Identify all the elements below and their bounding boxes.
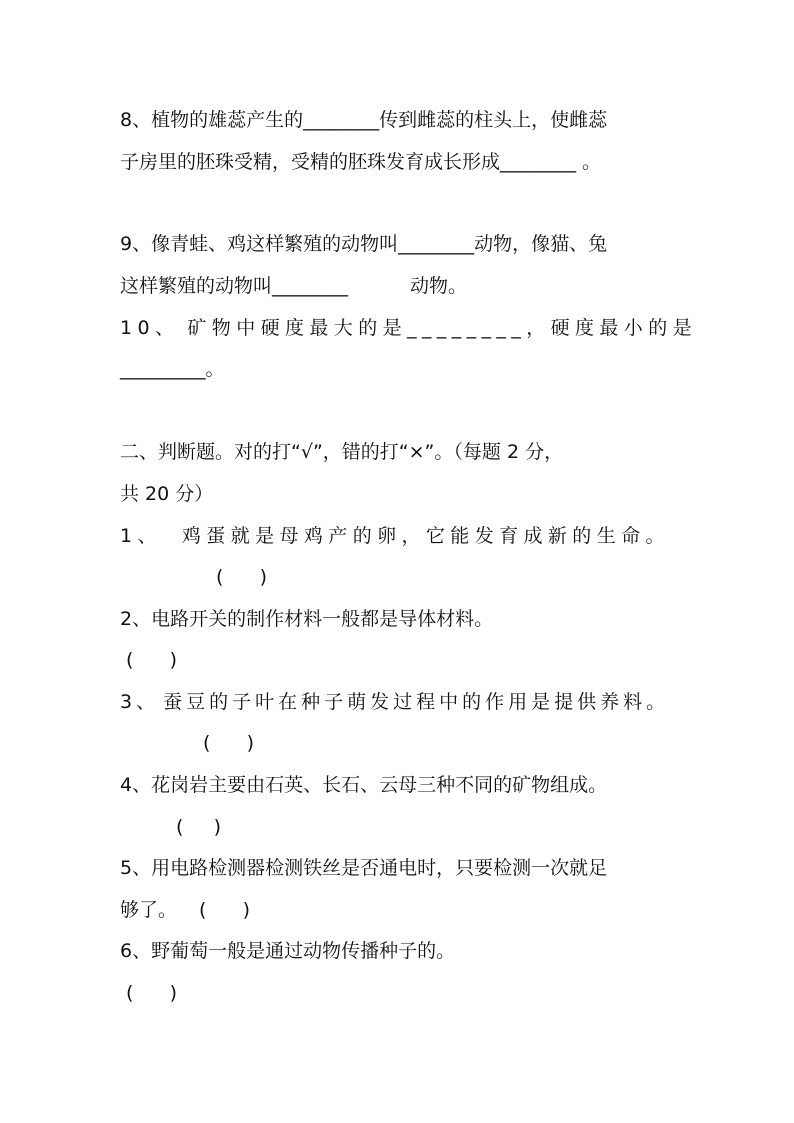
judgment-1-text: 鸡蛋就是母鸡产的卵，它能发育成新的生命。 — [181, 525, 670, 547]
question-8-text-1: 植物的雄蕊产生的________传到雌蕊的柱头上，使雌蕊 — [151, 109, 608, 131]
judgment-3-number: 3、 — [120, 691, 160, 713]
judgment-2-answer-blank[interactable]: ( ) — [126, 649, 178, 671]
question-10-line-2: _________。 — [120, 358, 225, 380]
question-8-line-1 — [120, 111, 607, 130]
judgment-5-line-2 — [120, 901, 250, 920]
judgment-2-text: 电路开关的制作材料一般都是导体材料。 — [151, 608, 494, 630]
section-two-title-line-2: 共 20 分） — [120, 483, 214, 505]
judgment-1-answer-blank[interactable]: ( ) — [216, 566, 268, 588]
judgment-3-text: 蚕豆的子叶在种子萌发过程中的作用是提供养料。 — [163, 691, 670, 713]
judgment-5-number: 5、 — [120, 857, 152, 879]
judgment-6 — [120, 942, 455, 961]
judgment-5-text-1: 用电路检测器检测铁丝是否通电时，只要检测一次就足 — [151, 857, 608, 879]
question-9-text-2b: 动物。 — [410, 275, 468, 297]
judgment-3 — [120, 693, 669, 712]
judgment-4-text: 花岗岩主要由石英、长石、云母三种不同的矿物组成。 — [151, 774, 608, 796]
judgment-5-text-2: 够了。 — [120, 899, 178, 921]
question-8-number: 8、 — [120, 109, 152, 131]
judgment-6-text: 野葡萄一般是通过动物传播种子的。 — [151, 940, 456, 962]
question-9-line-2 — [120, 277, 467, 296]
section-two-title-line-1: 二、判断题。对的打“√”，错的打“×”。（每题 2 分， — [120, 441, 564, 463]
judgment-6-answer-blank[interactable]: ( ) — [126, 982, 178, 1004]
question-9-number: 9、 — [120, 233, 152, 255]
judgment-6-number: 6、 — [120, 940, 152, 962]
question-9-text-2a: 这样繁殖的动物叫________ — [120, 275, 349, 297]
judgment-4 — [120, 776, 607, 795]
question-8-line-2: 子房里的胚珠受精，受精的胚珠发育成长形成________ 。 — [120, 151, 602, 173]
question-9-text-1: 像青蛙、鸡这样繁殖的动物叫________动物，像猫、兔 — [151, 233, 608, 255]
judgment-5-answer-blank[interactable]: ( ) — [199, 899, 251, 921]
judgment-1 — [120, 527, 670, 546]
judgment-2-number: 2、 — [120, 608, 152, 630]
judgment-3-answer-blank[interactable]: ( ) — [203, 732, 255, 754]
question-9-line-1 — [120, 235, 607, 254]
judgment-5-line-1 — [120, 859, 607, 878]
question-10-line-1 — [120, 319, 697, 338]
judgment-1-number: 1、 — [120, 525, 162, 547]
question-10-number: 10、 — [120, 317, 180, 339]
judgment-2 — [120, 610, 493, 629]
judgment-4-number: 4、 — [120, 774, 152, 796]
question-10-text-1: 矿物中硬度最大的是________，硬度最小的是 — [187, 317, 697, 339]
judgment-4-answer-blank[interactable]: ( ) — [176, 816, 222, 838]
